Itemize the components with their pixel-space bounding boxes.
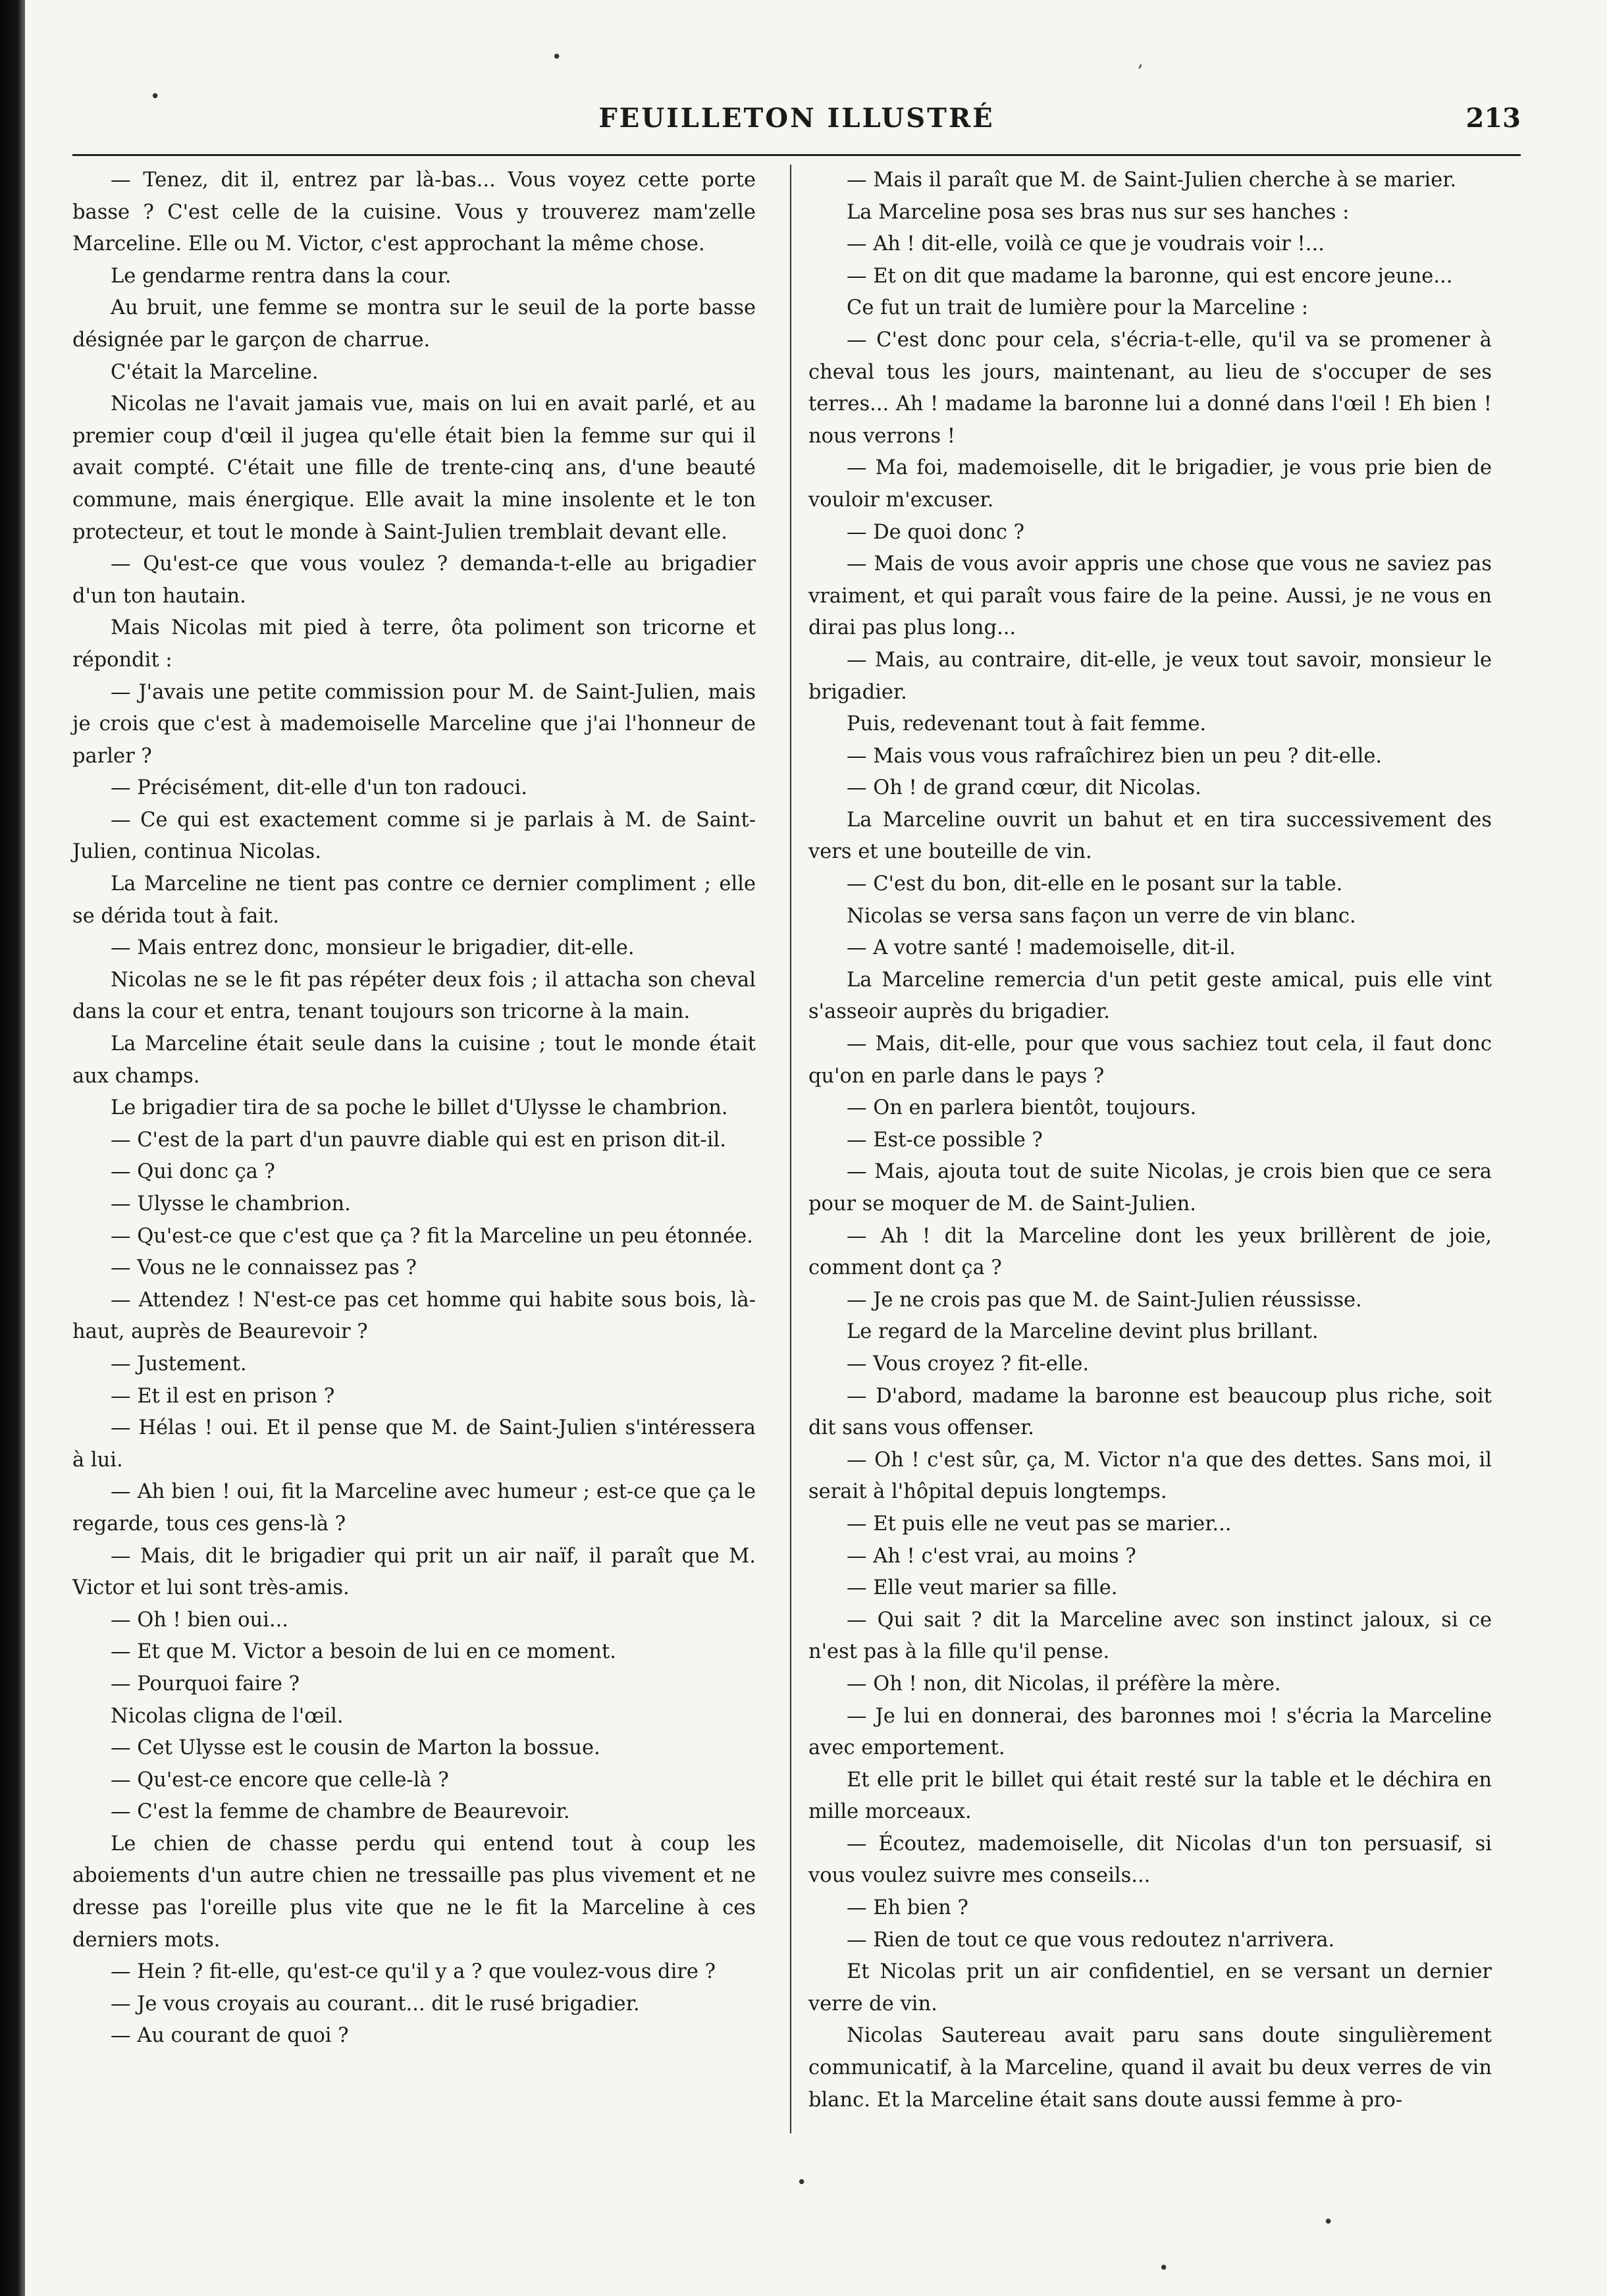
paragraph: — Vous croyez ? fit-elle. bbox=[847, 1352, 1090, 1375]
paragraph: — Mais, dit-elle, pour que vous sachiez tout cela, il faut donc qu'on en parle dans le pays ? bbox=[808, 1032, 1492, 1088]
paragraph: Et elle prit le billet qui était resté sur la table et le déchira en mille morceaux. bbox=[808, 1768, 1492, 1824]
paragraph: Et Nicolas prit un air confidentiel, en se versant un dernier verre de vin. bbox=[808, 1960, 1492, 2016]
paragraph: — Qu'est-ce encore que celle-là ? bbox=[111, 1768, 449, 1792]
paragraph: — Oh ! c'est sûr, ça, M. Victor n'a que des dettes. Sans moi, il serait à l'hôpital depuis longtemps. bbox=[808, 1448, 1492, 1504]
paragraph: Le brigadier tira de sa poche le billet d'Ulysse le chambrion. bbox=[111, 1096, 728, 1120]
paragraph: La Marceline ne tient pas contre ce dernier compliment ; elle se dérida tout à fait. bbox=[72, 872, 756, 928]
paragraph: — Pourquoi faire ? bbox=[111, 1672, 300, 1695]
right-column bbox=[808, 165, 1492, 2116]
paragraph: — Oh ! bien oui... bbox=[111, 1608, 289, 1632]
paragraph: — Mais vous vous rafraîchirez bien un peu ? dit-elle. bbox=[847, 744, 1383, 768]
paragraph: — Attendez ! N'est-ce pas cet homme qui habite sous bois, là-haut, auprès de Beaurevoir ? bbox=[72, 1288, 756, 1344]
paragraph: — Ah ! dit la Marceline dont les yeux brillèrent de joie, comment dont ça ? bbox=[808, 1224, 1492, 1280]
paragraph: Au bruit, une femme se montra sur le seuil de la porte basse désignée par le garçon de charrue. bbox=[72, 296, 756, 352]
paragraph: — Oh ! de grand cœur, dit Nicolas. bbox=[847, 776, 1201, 800]
paragraph: — Mais, dit le brigadier qui prit un air naïf, il paraît que M. Victor et lui sont très-amis. bbox=[72, 1544, 756, 1600]
paragraph: — Hélas ! oui. Et il pense que M. de Saint-Julien s'intéressera à lui. bbox=[72, 1416, 756, 1472]
paragraph: Mais Nicolas mit pied à terre, ôta poliment son tricorne et répondit : bbox=[72, 616, 756, 672]
paragraph: — Elle veut marier sa fille. bbox=[847, 1576, 1118, 1600]
paragraph: — Écoutez, mademoiselle, dit Nicolas d'un ton persuasif, si vous voulez suivre mes conseils... bbox=[808, 1832, 1492, 1888]
paragraph: — Ulysse le chambrion. bbox=[111, 1192, 351, 1215]
paragraph: — C'est la femme de chambre de Beaurevoir. bbox=[111, 1800, 570, 1824]
paragraph: — Justement. bbox=[111, 1352, 247, 1375]
paragraph: — De quoi donc ? bbox=[847, 520, 1025, 544]
paragraph: — J'avais une petite commission pour M. de Saint-Julien, mais je crois que c'est à mademoiselle Marceline que j'ai l'honneur de parler ? bbox=[72, 680, 756, 768]
paragraph: — Rien de tout ce que vous redoutez n'arrivera. bbox=[847, 1928, 1335, 1952]
column-divider bbox=[790, 165, 791, 2133]
paragraph: — Mais, au contraire, dit-elle, je veux tout savoir, monsieur le brigadier. bbox=[808, 648, 1492, 704]
paragraph: — Ah ! dit-elle, voilà ce que je voudrais voir !... bbox=[847, 232, 1325, 256]
paragraph: — C'est de la part d'un pauvre diable qui est en prison dit-il. bbox=[111, 1128, 726, 1152]
paragraph: — Ce qui est exactement comme si je parlais à M. de Saint-Julien, continua Nicolas. bbox=[72, 808, 756, 864]
paragraph: Le regard de la Marceline devint plus brillant. bbox=[847, 1320, 1319, 1344]
paragraph: — A votre santé ! mademoiselle, dit-il. bbox=[847, 936, 1236, 960]
running-header bbox=[72, 99, 1521, 145]
paragraph: Nicolas ne se le fit pas répéter deux fois ; il attacha son cheval dans la cour et entra, tenant toujours son tricorne à la main. bbox=[72, 968, 756, 1024]
paragraph: — Qui sait ? dit la Marceline avec son instinct jaloux, si ce n'est pas à la fille qu'il pense. bbox=[808, 1608, 1492, 1664]
paragraph: — Mais entrez donc, monsieur le brigadier, dit-elle. bbox=[111, 936, 635, 960]
paragraph: — Est-ce possible ? bbox=[847, 1128, 1043, 1152]
paragraph: — C'est du bon, dit-elle en le posant sur la table. bbox=[847, 872, 1343, 896]
paragraph: — Oh ! non, dit Nicolas, il préfère la mère. bbox=[847, 1672, 1281, 1695]
paragraph: La Marceline remercia d'un petit geste amical, puis elle vint s'asseoir auprès du brigadier. bbox=[808, 968, 1492, 1024]
paragraph: — Ah ! c'est vrai, au moins ? bbox=[847, 1544, 1136, 1568]
paragraph: Nicolas ne l'avait jamais vue, mais on lui en avait parlé, et au premier coup d'œil il jugea qu'elle était bien la femme sur qui il avait compté. C'était une fille de trente-cinq ans, d'une beauté commune, mais énergique. Elle avait la mine insolente et le ton protecteur, et tout le monde à Saint-Julien tremblait devant elle. bbox=[72, 392, 756, 544]
paragraph: — D'abord, madame la baronne est beaucoup plus riche, soit dit sans vous offenser. bbox=[808, 1384, 1492, 1440]
paragraph: — Qui donc ça ? bbox=[111, 1160, 275, 1184]
paragraph: Nicolas Sautereau avait paru sans doute singulièrement communicatif, à la Marceline, quand il avait bu deux verres de vin blanc. Et la Marceline était sans doute aussi femme à pro- bbox=[808, 2024, 1492, 2112]
page-number: 213 bbox=[1465, 103, 1521, 134]
paragraph: — Qu'est-ce que vous voulez ? demanda-t-elle au brigadier d'un ton hautain. bbox=[72, 552, 756, 608]
paragraph: La Marceline posa ses bras nus sur ses hanches : bbox=[847, 200, 1350, 224]
paragraph: — Hein ? fit-elle, qu'est-ce qu'il y a ? que voulez-vous dire ? bbox=[111, 1960, 716, 1984]
paragraph: — Et on dit que madame la baronne, qui est encore jeune... bbox=[847, 264, 1453, 288]
paragraph: — Je ne crois pas que M. de Saint-Julien réussisse. bbox=[847, 1288, 1362, 1312]
header-rule bbox=[72, 154, 1521, 156]
paragraph: — Qu'est-ce que c'est que ça ? fit la Marceline un peu étonnée. bbox=[111, 1224, 753, 1248]
left-column bbox=[72, 165, 756, 2052]
paragraph: Ce fut un trait de lumière pour la Marceline : bbox=[847, 296, 1309, 320]
paragraph: Nicolas cligna de l'œil. bbox=[111, 1704, 344, 1728]
paragraph: — Vous ne le connaissez pas ? bbox=[111, 1256, 417, 1280]
paragraph: Le gendarme rentra dans la cour. bbox=[111, 264, 452, 288]
paragraph: — Je vous croyais au courant... dit le rusé brigadier. bbox=[111, 1992, 640, 2016]
paragraph: — Ah bien ! oui, fit la Marceline avec humeur ; est-ce que ça le regarde, tous ces gens-là ? bbox=[72, 1480, 756, 1535]
paragraph: — Et que M. Victor a besoin de lui en ce moment. bbox=[111, 1640, 616, 1664]
paragraph: Nicolas se versa sans façon un verre de vin blanc. bbox=[847, 904, 1356, 928]
paragraph: — C'est donc pour cela, s'écria-t-elle, qu'il va se promener à cheval tous les jours, maintenant, au lieu de s'occuper de ses terres... Ah ! madame la baronne lui a donné dans l'œil ! Eh bien ! nous verrons ! bbox=[808, 328, 1492, 448]
paragraph: — Et il est en prison ? bbox=[111, 1384, 335, 1408]
paragraph: — Mais il paraît que M. de Saint-Julien cherche à se marier. bbox=[847, 169, 1457, 192]
paragraph: La Marceline était seule dans la cuisine ; tout le monde était aux champs. bbox=[72, 1032, 756, 1088]
paragraph: — Au courant de quoi ? bbox=[111, 2024, 349, 2048]
paragraph: La Marceline ouvrit un bahut et en tira successivement des vers et une bouteille de vin. bbox=[808, 808, 1492, 864]
running-title: FEUILLETON ILLUSTRÉ bbox=[598, 103, 995, 134]
paragraph: — Ma foi, mademoiselle, dit le brigadier, je vous prie bien de vouloir m'excuser. bbox=[808, 456, 1492, 512]
paragraph: — On en parlera bientôt, toujours. bbox=[847, 1096, 1197, 1120]
paragraph: — Tenez, dit il, entrez par là-bas... Vous voyez cette porte basse ? C'est celle de la cuisine. Vous y trouverez mam'zelle Marceline. Elle ou M. Victor, c'est approchant la même chose. bbox=[72, 169, 756, 256]
paragraph: — Et puis elle ne veut pas se marier... bbox=[847, 1512, 1232, 1535]
paragraph: Le chien de chasse perdu qui entend tout à coup les aboiements d'un autre chien ne tressaille pas plus vivement et ne dresse pas l'oreille plus vite que ne le fit la Marceline à ces derniers mots. bbox=[72, 1832, 756, 1952]
paragraph: C'était la Marceline. bbox=[111, 360, 319, 384]
paragraph: Puis, redevenant tout à fait femme. bbox=[847, 712, 1207, 736]
paragraph: — Cet Ulysse est le cousin de Marton la bossue. bbox=[111, 1736, 600, 1760]
paragraph: — Je lui en donnerai, des baronnes moi ! s'écria la Marceline avec emportement. bbox=[808, 1704, 1492, 1760]
paragraph: — Eh bien ? bbox=[847, 1896, 968, 1920]
paragraph: — Mais de vous avoir appris une chose que vous ne saviez pas vraiment, et qui paraît vous faire de la peine. Aussi, je ne vous en dirai pas plus long... bbox=[808, 552, 1492, 640]
paragraph: — Précisément, dit-elle d'un ton radouci. bbox=[111, 776, 527, 800]
page-binding-edge bbox=[0, 0, 25, 2296]
paragraph: — Mais, ajouta tout de suite Nicolas, je crois bien que ce sera pour se moquer de M. de Saint-Julien. bbox=[808, 1160, 1492, 1215]
